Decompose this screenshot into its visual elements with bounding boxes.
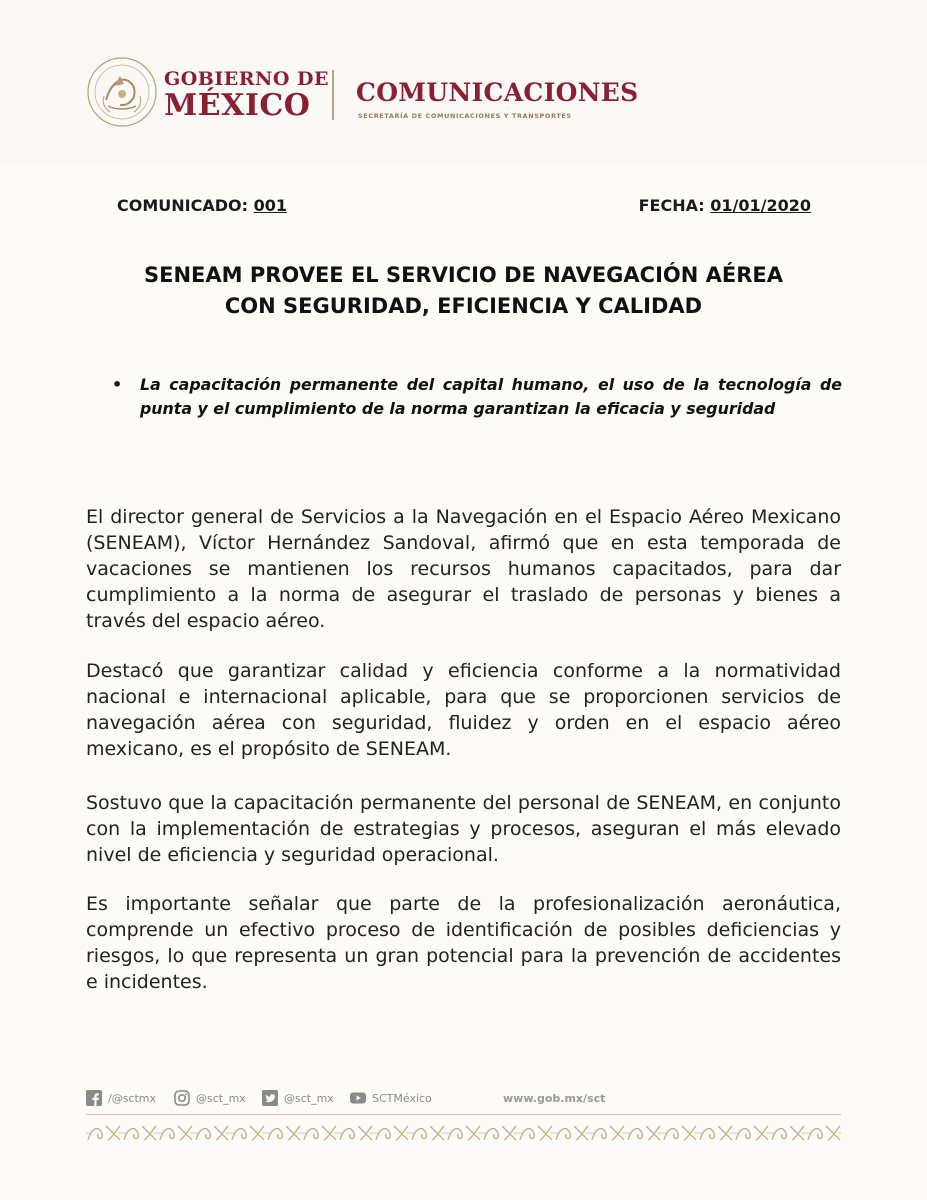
fecha-label: FECHA: <box>638 196 705 215</box>
facebook-handle: /@sctmx <box>108 1091 157 1105</box>
footer-divider <box>86 1114 841 1115</box>
facebook-icon <box>86 1090 102 1106</box>
bullet-text: La capacitación permanente del capital humano, el uso de la tecnología de punta y el cumplimiento de la norma garantizan la eficacia y seguridad <box>140 375 842 418</box>
instagram-link[interactable] <box>174 1090 246 1106</box>
youtube-handle: SCTMéxico <box>372 1091 432 1105</box>
headline-line2: CON SEGURIDAD, EFICIENCIA Y CALIDAD <box>224 294 703 318</box>
comunicado <box>117 196 287 215</box>
comunicado-value: 001 <box>253 196 287 215</box>
fecha <box>639 196 811 215</box>
twitter-icon <box>262 1090 278 1106</box>
mexico-seal-icon <box>86 56 158 128</box>
fecha-value: 01/01/2020 <box>710 196 811 215</box>
gov-line1: GOBIERNO DE <box>164 68 329 90</box>
youtube-link[interactable] <box>350 1090 432 1106</box>
youtube-icon <box>350 1090 366 1106</box>
instagram-handle: @sct_mx <box>196 1091 246 1105</box>
headline <box>80 260 847 322</box>
footer-social <box>86 1088 841 1110</box>
twitter-handle: @sct_mx <box>284 1091 334 1105</box>
bullet-marker: • <box>112 375 123 394</box>
paragraph-1: El director general de Servicios a la Navegación en el Espacio Aéreo Mexicano (SENEAM), Víctor Hernández Sandoval, afirmó que en esta temporada de vacaciones se mantienen los recursos humanos capacitados, para dar cumplimiento a la norma de asegurar el traslado de personas y bienes a través del espacio aéreo. <box>86 506 841 632</box>
website-link[interactable]: www.gob.mx/sct <box>503 1092 606 1105</box>
government-logo <box>80 48 650 138</box>
instagram-icon <box>174 1090 190 1106</box>
ministry-title: COMUNICACIONES <box>356 78 639 107</box>
facebook-link[interactable] <box>86 1090 156 1106</box>
paragraph-4: Es importante señalar que parte de la profesionalización aeronáutica, comprende un efectivo proceso de identificación de posibles deficiencias y riesgos, lo que representa un gran potencial para la prevención de accidentes e incidentes. <box>86 893 841 993</box>
gov-line2: MÉXICO <box>164 88 311 123</box>
decorative-pattern <box>86 1122 841 1144</box>
headline-line1: SENEAM PROVEE EL SERVICIO DE NAVEGACIÓN AÉREA <box>144 263 783 287</box>
comunicado-label: COMUNICADO: <box>117 196 249 215</box>
ministry-subtitle: SECRETARÍA DE COMUNICACIONES Y TRANSPORTES <box>358 112 572 120</box>
logo-divider <box>332 70 334 120</box>
paragraph-3: Sostuvo que la capacitación permanente del personal de SENEAM, en conjunto con la implementación de estrategias y procesos, aseguran el más elevado nivel de eficiencia y seguridad operacional. <box>86 792 841 866</box>
paragraph-2: Destacó que garantizar calidad y eficiencia conforme a la normatividad nacional e internacional aplicable, para que se proporcionen servicios de navegación aérea con seguridad, fluidez y orden en el espacio aéreo mexicano, es el propósito de SENEAM. <box>86 660 841 760</box>
twitter-link[interactable] <box>262 1090 334 1106</box>
